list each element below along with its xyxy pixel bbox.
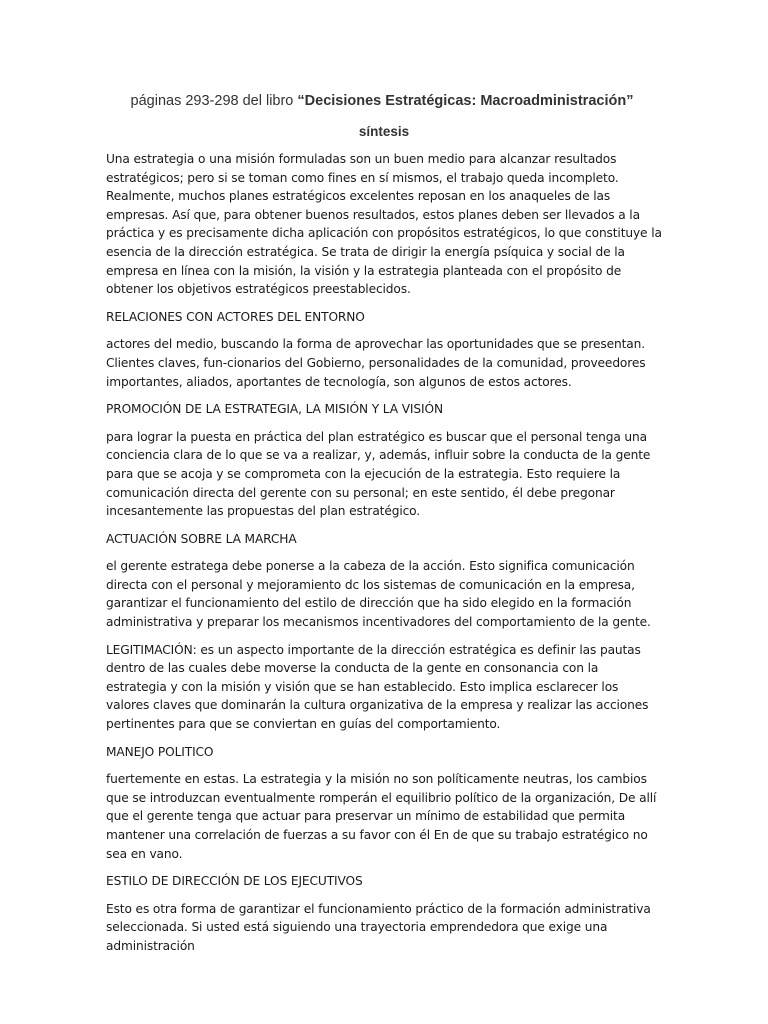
document-page	[106, 90, 662, 956]
legitimacion-text: es un aspecto importante de la dirección estratégica es definir las pautas dentro de las cuales debe moverse la conducta de la gente en consonancia con la estrategia y con la misión y visión que se han establecido. Esto implica esclarecer los valores claves que dominarán la cultura organizativa de la empresa y realizar las acciones pertinentes para que se conviertan en guías del comportamiento.	[106, 642, 649, 732]
book-title: “Decisiones Estratégicas: Macroadministración”	[297, 93, 634, 109]
section-paragraph-promocion: para lograr la puesta en práctica del plan estratégico es buscar que el personal tenga una conciencia clara de lo que se va a realizar, y, además, influir sobre la conducta de la gente para que se acoja y se comprometa con la ejecución de la estrategia. Esto requiere la comunicación directa del gerente con su personal; en este sentido, él debe pregonar incesantemente las propuestas del plan estratégico.	[106, 429, 651, 519]
section-heading-promocion: PROMOCIÓN DE LA ESTRATEGIA, LA MISIÓN Y LA VISIÓN	[106, 402, 443, 417]
legitimacion-paragraph	[106, 641, 662, 734]
document-title	[102, 90, 662, 112]
section-paragraph-relaciones: actores del medio, buscando la forma de aprovechar las oportunidades que se presentan. Clientes claves, fun-cionarios del Gobierno, personalidades de la comunidad, proveedores importantes, aliados, aportantes de tecnología, son algunos de estos actores.	[106, 337, 646, 389]
section-paragraph-actuacion: el gerente estratega debe ponerse a la cabeza de la acción. Esto significa comunicación directa con el personal y mejoramiento dc los sistemas de comunicación en la empresa, garantizar el funcionamiento del estilo de dirección que ha sido elegido en la formación administrativa y preparar los mecanismos incentivadores del comportamiento de la gente.	[106, 559, 651, 630]
section-paragraph-estilo-direccion: Esto es otra forma de garantizar el funcionamiento práctico de la formación administrativa seleccionada. Si usted está siguiendo una trayectoria emprendedora que exige una administración	[106, 901, 651, 953]
document-subtitle: síntesis	[358, 124, 410, 139]
section-heading-estilo-direccion: ESTILO DE DIRECCIÓN DE LOS EJECUTIVOS	[106, 874, 363, 889]
section-paragraph-manejo-politico: fuertemente en estas. La estrategia y la misión no son políticamente neutras, los cambios que se introduzcan eventualmente romperán el equilibrio político de la organización, De allí que el gerente tenga que actuar para preservar un mínimo de estabilidad que permita mantener una correlación de fuerzas a su favor con él En de que su trabajo estratégico no sea en vano.	[106, 772, 657, 861]
intro-paragraph: Una estrategia o una misión formuladas son un buen medio para alcanzar resultados estratégicos; pero si se toman como fines en sí mismos, el trabajo queda incompleto. Realmente, muchos planes estratégicos excelentes reposan en los anaqueles de las empresas. Así que, para obtener buenos resultados, estos planes deben ser llevados a la práctica y es precisamente dicha aplicación con propósitos estratégicos, lo que constituye la esencia de la dirección estratégica. Se trata de dirigir la energía psíquica y social de la empresa en línea con la misión, la visión y la estrategia planteada con el propósito de obtener los objetivos estratégicos preestablecidos.	[106, 152, 662, 297]
legitimacion-label: LEGITIMACIÓN:	[106, 642, 197, 657]
title-prefix: páginas 293-298 del libro	[130, 93, 298, 109]
section-heading-relaciones: RELACIONES CON ACTORES DEL ENTORNO	[106, 309, 365, 324]
section-heading-actuacion: ACTUACIÓN SOBRE LA MARCHA	[106, 531, 297, 546]
section-heading-manejo-politico: MANEJO POLITICO	[106, 744, 214, 759]
